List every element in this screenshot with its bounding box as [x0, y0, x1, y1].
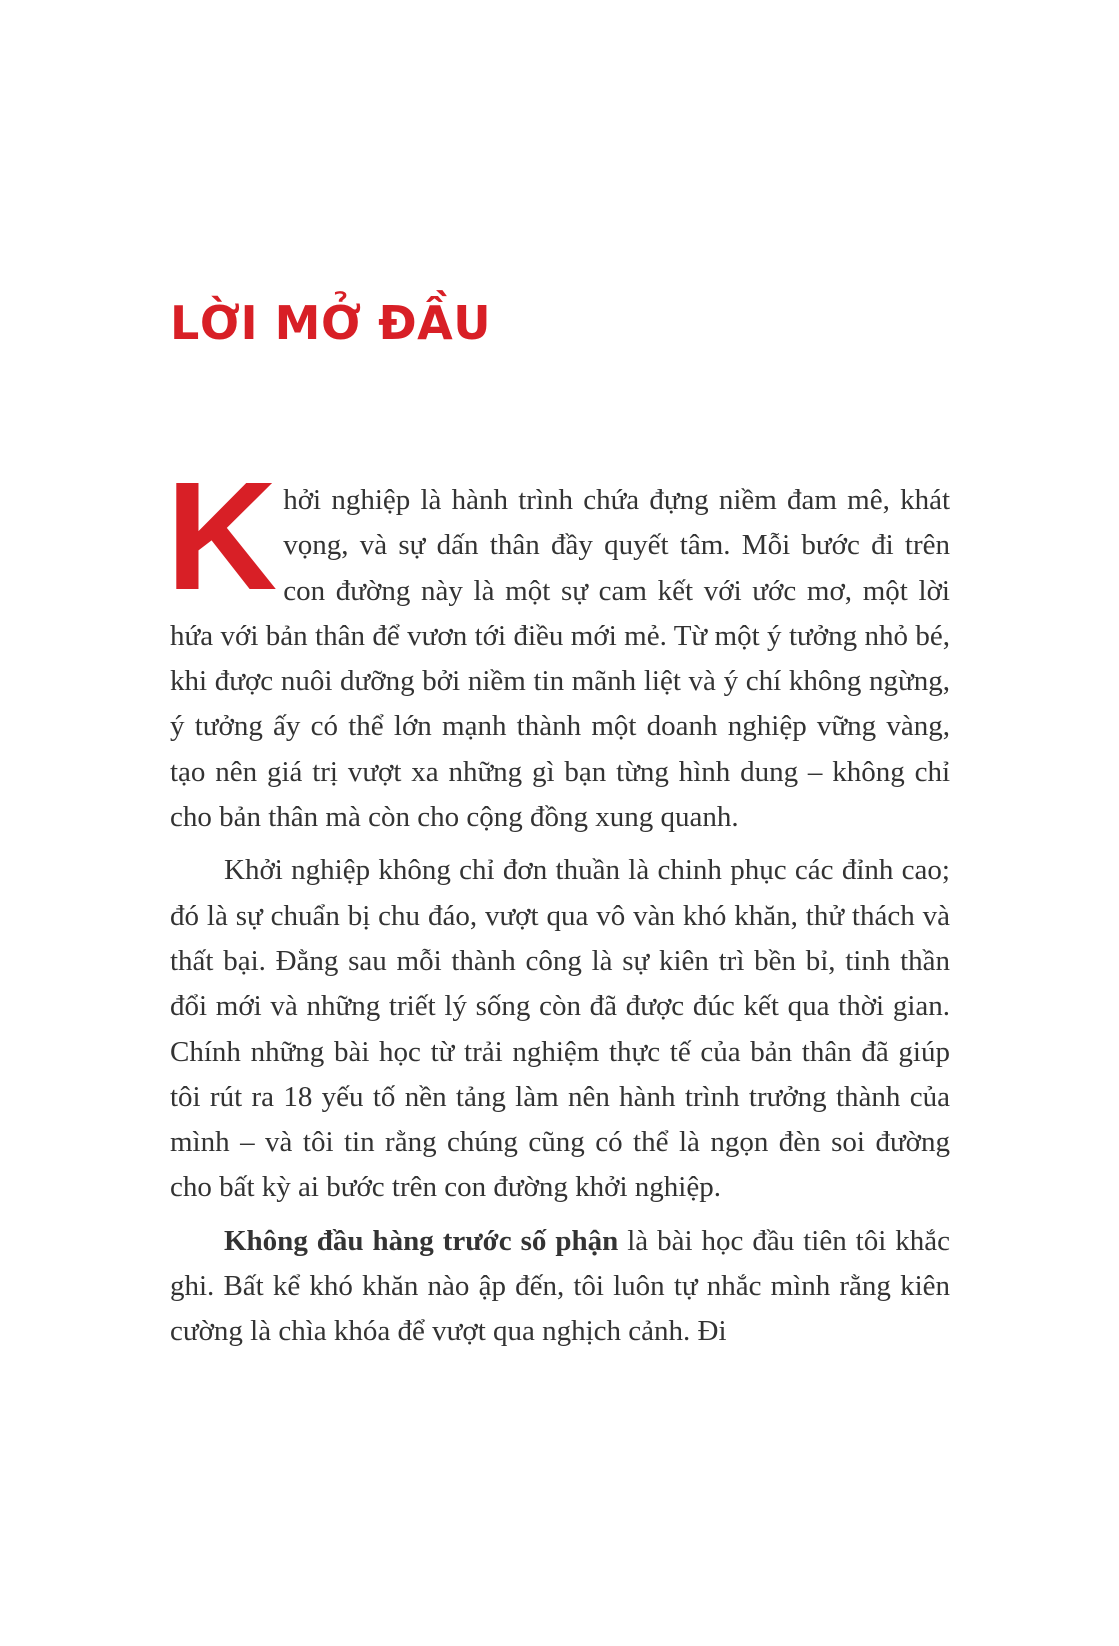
paragraph-2-text: Khởi nghiệp không chỉ đơn thuần là chinh phục các đỉnh cao; đó là sự chuẩn bị chu đáo, vượt qua vô vàn khó khăn, thử thách và thất bại. Đằng sau mỗi thành công là sự kiên trì bền bỉ, tinh thần đổi mới và những triết lý sống còn đã được đúc kết qua thời gian. Chính những bài học từ trải nghiệm thực tế của bản thân đã giúp tôi rút ra 18 yếu tố nền tảng làm nên hành trình trưởng thành của mình – và tôi tin rằng chúng cũng có thể là ngọn đèn soi đường cho bất kỳ ai bước trên con đường khởi nghiệp.	[170, 854, 950, 1204]
paragraph-3-bold-lead: Không đầu hàng trước số phận	[224, 1224, 619, 1257]
drop-cap-letter: K	[166, 450, 278, 622]
paragraph-1-text: hởi nghiệp là hành trình chứa đựng niềm đam mê, khát vọng, và sự dấn thân đầy quyết tâm. Mỗi bước đi trên con đường này là một sự cam kết với ước mơ, một lời hứa với bản thân để vươn tới điều mới mẻ. Từ một ý tưởng nhỏ bé, khi được nuôi dưỡng bởi niềm tin mãnh liệt và ý chí không ngừng, ý tưởng ấy có thể lớn mạnh thành một doanh nghiệp vững vàng, tạo nên giá trị vượt xa những gì bạn từng hình dung – không chỉ cho bản thân mà còn cho cộng đồng xung quanh.	[170, 484, 950, 834]
paragraph-3-text: là bài học đầu tiên tôi khắc ghi. Bất kể khó khăn nào ập đến, tôi luôn tự nhắc mình rằng kiên cường là chìa khóa để vượt qua nghịch cảnh. Đi	[170, 1224, 950, 1348]
body-text	[166, 450, 950, 1363]
chapter-title: LỜI MỞ ĐẦU	[170, 296, 492, 350]
paragraph-3	[170, 1219, 950, 1355]
paragraph-2	[170, 848, 950, 1210]
paragraph-1	[166, 450, 950, 840]
